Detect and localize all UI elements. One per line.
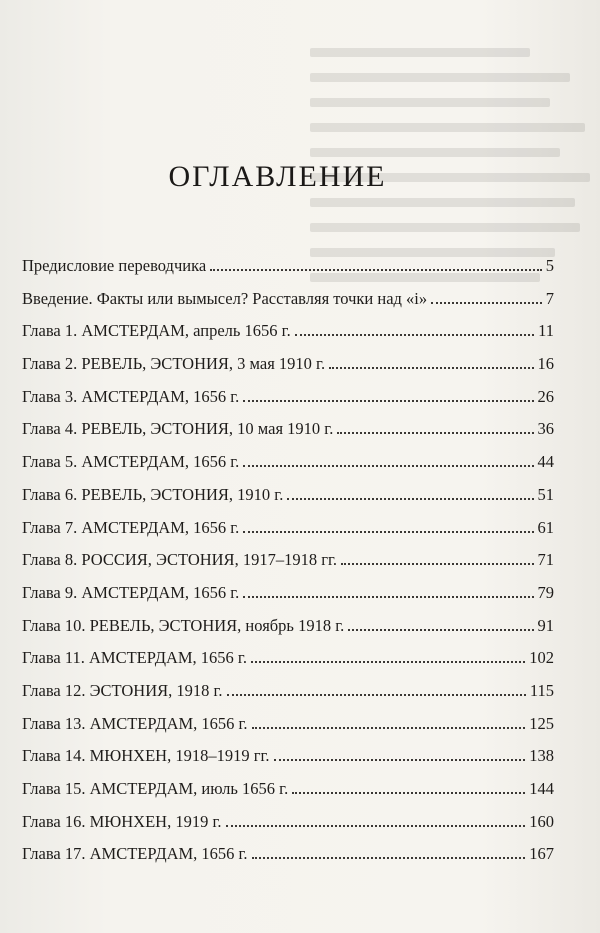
toc-entry-title: Глава 13. АМСТЕРДАМ, 1656 г. bbox=[22, 713, 248, 733]
toc-entry-title: Глава 5. АМСТЕРДАМ, 1656 г. bbox=[22, 452, 240, 472]
toc-entry-page-number: 160 bbox=[529, 811, 554, 831]
toc-entry-page-number: 7 bbox=[545, 288, 554, 308]
dot-leader bbox=[243, 531, 533, 533]
toc-entry bbox=[22, 289, 554, 322]
dot-leader bbox=[337, 432, 533, 434]
page-title: ОГЛАВЛЕНИЕ bbox=[168, 160, 387, 193]
dot-leader bbox=[348, 629, 533, 631]
toc-entry-title: Глава 6. РЕВЕЛЬ, ЭСТОНИЯ, 1910 г. bbox=[22, 484, 284, 504]
dot-leader bbox=[252, 857, 526, 859]
toc-entry-title: Глава 14. МЮНХЕН, 1918–1919 гг. bbox=[22, 746, 270, 766]
toc-entry-page-number: 115 bbox=[529, 680, 554, 700]
toc-entry bbox=[22, 550, 554, 583]
toc-entry-page-number: 51 bbox=[537, 484, 554, 504]
toc-entry-page-number: 138 bbox=[529, 746, 554, 766]
toc-entry-title: Глава 15. АМСТЕРДАМ, июль 1656 г. bbox=[22, 779, 289, 798]
toc-entry-title: Глава 17. АМСТЕРДАМ, 1656 г. bbox=[22, 844, 248, 864]
dot-leader bbox=[252, 727, 526, 729]
dot-leader bbox=[287, 498, 533, 500]
dot-leader bbox=[251, 661, 525, 663]
toc-entry bbox=[22, 387, 554, 420]
toc-entry-title: Глава 1. АМСТЕРДАМ, апрель 1656 г. bbox=[22, 321, 291, 341]
toc-entry-page-number: 102 bbox=[529, 648, 554, 668]
dot-leader bbox=[227, 694, 526, 696]
dot-leader bbox=[210, 269, 542, 271]
dot-leader bbox=[329, 367, 533, 369]
toc-entry bbox=[22, 812, 554, 845]
toc-entry bbox=[22, 452, 554, 485]
toc-entry bbox=[22, 648, 554, 681]
dot-leader bbox=[295, 334, 534, 336]
toc-entry-page-number: 79 bbox=[537, 582, 554, 602]
toc-entry-page-number: 26 bbox=[537, 386, 554, 406]
toc-entry-page-number: 16 bbox=[537, 354, 554, 374]
toc-entry bbox=[22, 746, 554, 779]
toc-entry-page-number: 167 bbox=[529, 844, 554, 864]
toc-entry-page-number: 36 bbox=[537, 419, 554, 439]
toc-entry-title: Глава 11. АМСТЕРДАМ, 1656 г. bbox=[22, 648, 247, 668]
table-of-contents bbox=[22, 256, 554, 877]
dot-leader bbox=[243, 400, 533, 402]
toc-entry bbox=[22, 681, 554, 714]
dot-leader bbox=[274, 759, 526, 761]
toc-entry-title: Глава 2. РЕВЕЛЬ, ЭСТОНИЯ, 3 мая 1910 г. bbox=[22, 354, 326, 374]
dot-leader bbox=[243, 465, 533, 467]
toc-entry-title: Глава 9. АМСТЕРДАМ, 1656 г. bbox=[22, 582, 240, 602]
dot-leader bbox=[243, 596, 533, 598]
toc-entry-page-number: 5 bbox=[545, 256, 554, 275]
toc-entry bbox=[22, 714, 554, 747]
toc-entry bbox=[22, 419, 554, 452]
dot-leader bbox=[431, 302, 542, 304]
toc-entry-title: Глава 8. РОССИЯ, ЭСТОНИЯ, 1917–1918 гг. bbox=[22, 550, 337, 570]
toc-entry bbox=[22, 354, 554, 387]
toc-entry bbox=[22, 844, 554, 877]
toc-entry bbox=[22, 518, 554, 551]
toc-entry-page-number: 61 bbox=[537, 517, 554, 537]
toc-entry bbox=[22, 321, 554, 354]
toc-entry-title: Глава 7. АМСТЕРДАМ, 1656 г. bbox=[22, 517, 240, 537]
dot-leader bbox=[226, 825, 526, 827]
toc-entry bbox=[22, 779, 554, 812]
toc-entry-title: Глава 16. МЮНХЕН, 1919 г. bbox=[22, 811, 222, 831]
toc-entry-page-number: 11 bbox=[538, 321, 554, 341]
toc-entry bbox=[22, 485, 554, 518]
dot-leader bbox=[341, 563, 534, 565]
toc-entry-title: Глава 3. АМСТЕРДАМ, 1656 г. bbox=[22, 386, 240, 406]
dot-leader bbox=[292, 792, 525, 794]
toc-entry-page-number: 125 bbox=[529, 713, 554, 733]
toc-entry bbox=[22, 256, 554, 289]
toc-entry bbox=[22, 616, 554, 649]
toc-entry-title: Глава 4. РЕВЕЛЬ, ЭСТОНИЯ, 10 мая 1910 г. bbox=[22, 419, 334, 439]
toc-entry bbox=[22, 583, 554, 616]
toc-entry-title: Предисловие переводчика bbox=[22, 256, 207, 275]
toc-entry-page-number: 44 bbox=[537, 452, 554, 472]
toc-entry-page-number: 71 bbox=[537, 550, 554, 570]
toc-entry-title: Глава 10. РЕВЕЛЬ, ЭСТОНИЯ, ноябрь 1918 г. bbox=[22, 615, 345, 635]
toc-entry-page-number: 144 bbox=[529, 779, 554, 798]
toc-entry-title: Введение. Факты или вымысел? Расставляя точки над «i» bbox=[22, 288, 428, 308]
toc-entry-title: Глава 12. ЭСТОНИЯ, 1918 г. bbox=[22, 680, 223, 700]
toc-entry-page-number: 91 bbox=[537, 615, 554, 635]
